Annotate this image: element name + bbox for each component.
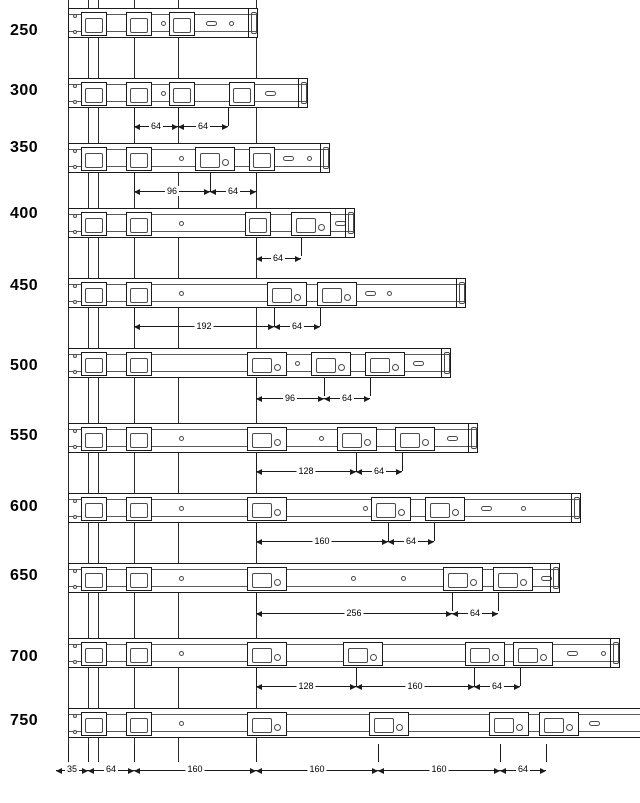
mounting-bracket <box>465 642 505 666</box>
dimension-segment <box>274 321 320 331</box>
hole <box>73 499 77 503</box>
dimension-value: 256 <box>346 608 362 618</box>
slot <box>567 651 578 656</box>
slot <box>447 436 458 441</box>
mounting-bracket <box>311 352 351 376</box>
size-label-500: 500 <box>10 357 39 374</box>
dimension-segment <box>134 321 274 331</box>
dimension-segment <box>474 681 520 691</box>
hole <box>73 585 77 589</box>
dimension-segment <box>134 121 178 131</box>
hole <box>73 100 77 104</box>
mounting-bracket <box>126 427 152 451</box>
hole <box>179 221 184 226</box>
hole <box>73 230 77 234</box>
mounting-bracket <box>81 82 107 106</box>
dimension-chain-650 <box>0 605 640 621</box>
slide-rail-750 <box>68 708 640 738</box>
mounting-bracket <box>126 352 152 376</box>
mounting-bracket <box>249 147 275 171</box>
mounting-bracket <box>247 352 287 376</box>
rail-end-cap <box>456 279 465 307</box>
slide-rail-350 <box>68 143 330 173</box>
rail-end-cap <box>441 349 450 377</box>
dimension-chain-550 <box>0 463 640 479</box>
dimension-chain-700 <box>0 678 640 694</box>
hole <box>73 569 77 573</box>
hole <box>73 149 77 153</box>
mounting-bracket <box>365 352 405 376</box>
size-label-450: 450 <box>10 277 39 294</box>
hole <box>307 156 312 161</box>
mounting-bracket <box>126 82 152 106</box>
dimension-value: 160 <box>187 764 203 774</box>
overall-dimension-chain <box>0 762 640 792</box>
mounting-bracket <box>126 12 152 36</box>
dimension-value: 160 <box>431 764 447 774</box>
dimension-segment <box>378 764 500 774</box>
mounting-bracket <box>489 712 529 736</box>
dimension-segment <box>210 186 256 196</box>
mounting-bracket <box>443 567 483 591</box>
mounting-bracket <box>81 712 107 736</box>
dimension-value: 64 <box>291 321 303 331</box>
hole <box>73 354 77 358</box>
dimension-value: 64 <box>491 681 503 691</box>
mounting-bracket <box>169 12 195 36</box>
dimension-value: 64 <box>405 536 417 546</box>
mounting-bracket <box>126 712 152 736</box>
size-label-750: 750 <box>10 712 39 729</box>
rail-end-cap <box>345 209 354 237</box>
extension-line <box>546 744 547 762</box>
mounting-bracket <box>493 567 533 591</box>
mounting-bracket <box>539 712 579 736</box>
rail-end-cap <box>468 424 477 452</box>
mounting-bracket <box>337 427 377 451</box>
dimension-chain-500 <box>0 390 640 406</box>
mounting-bracket <box>317 282 357 306</box>
hole <box>179 721 184 726</box>
hole <box>179 436 184 441</box>
dimension-value: 96 <box>284 393 296 403</box>
hole <box>179 651 184 656</box>
hole <box>73 445 77 449</box>
size-label-700: 700 <box>10 648 39 665</box>
hole <box>161 91 166 96</box>
hole <box>73 84 77 88</box>
slide-rail-550 <box>68 423 478 453</box>
mounting-bracket <box>267 282 307 306</box>
dimension-value: 128 <box>298 681 314 691</box>
hole <box>73 284 77 288</box>
dimension-value: 64 <box>272 253 284 263</box>
extension-line <box>68 744 69 762</box>
mounting-bracket <box>247 712 287 736</box>
dimension-value: 160 <box>407 681 423 691</box>
rail-end-cap <box>610 639 619 667</box>
mounting-bracket <box>369 712 409 736</box>
slot <box>589 721 600 726</box>
hole <box>401 576 406 581</box>
mounting-bracket <box>81 282 107 306</box>
dimension-segment <box>88 764 134 774</box>
rail-end-cap <box>298 79 307 107</box>
dimension-segment <box>134 764 256 774</box>
dimension-chain-450 <box>0 318 640 334</box>
hole <box>521 506 526 511</box>
mounting-bracket <box>513 642 553 666</box>
mounting-bracket <box>195 147 235 171</box>
mounting-bracket <box>247 427 287 451</box>
slide-rail-300 <box>68 78 308 108</box>
hole <box>319 436 324 441</box>
dimension-segment <box>256 393 324 403</box>
dimension-value: 192 <box>196 321 212 331</box>
dimension-chain-600 <box>0 533 640 549</box>
slide-rail-250 <box>68 8 258 38</box>
rail-end-cap <box>248 9 257 37</box>
slide-rail-500 <box>68 348 451 378</box>
slide-rail-700 <box>68 638 620 668</box>
mounting-bracket <box>126 497 152 521</box>
mounting-bracket <box>126 642 152 666</box>
dimension-value: 160 <box>309 764 325 774</box>
dimension-segment <box>256 253 301 263</box>
hole <box>295 361 300 366</box>
mounting-bracket <box>371 497 411 521</box>
mounting-bracket <box>81 352 107 376</box>
dimension-segment <box>356 681 474 691</box>
dimension-segment <box>256 764 378 774</box>
extension-line <box>378 744 379 762</box>
mounting-bracket <box>81 212 107 236</box>
mounting-bracket <box>343 642 383 666</box>
dimension-segment <box>500 764 546 774</box>
hole <box>387 291 392 296</box>
mounting-bracket <box>247 567 287 591</box>
size-label-300: 300 <box>10 82 39 99</box>
hole <box>73 30 77 34</box>
extension-line <box>134 744 135 762</box>
hole <box>73 429 77 433</box>
mounting-bracket <box>245 212 271 236</box>
hole <box>73 14 77 18</box>
mounting-bracket <box>81 567 107 591</box>
size-label-250: 250 <box>10 22 39 39</box>
slide-rail-450 <box>68 278 466 308</box>
size-label-600: 600 <box>10 498 39 515</box>
hole <box>73 165 77 169</box>
hole <box>229 21 234 26</box>
hole <box>73 644 77 648</box>
slide-rail-650 <box>68 563 560 593</box>
dimension-value: 64 <box>227 186 239 196</box>
slot <box>413 361 424 366</box>
mounting-bracket <box>126 282 152 306</box>
hole <box>73 214 77 218</box>
slot <box>265 91 276 96</box>
slot <box>365 291 376 296</box>
mounting-bracket <box>169 82 195 106</box>
mounting-bracket <box>247 642 287 666</box>
dimension-value: 64 <box>517 764 529 774</box>
hole <box>73 660 77 664</box>
dimension-segment <box>356 466 402 476</box>
extension-line <box>88 744 89 762</box>
dimension-segment <box>324 393 370 403</box>
mounting-bracket <box>247 497 287 521</box>
dimension-value: 64 <box>469 608 481 618</box>
dimension-value: 160 <box>314 536 330 546</box>
hole <box>179 156 184 161</box>
dimension-segment <box>256 681 356 691</box>
mounting-bracket <box>126 567 152 591</box>
hole <box>601 651 606 656</box>
slot <box>206 21 217 26</box>
hole <box>73 714 77 718</box>
rail-end-cap <box>550 564 559 592</box>
slot <box>283 156 294 161</box>
dimension-segment <box>256 466 356 476</box>
rail-end-cap <box>320 144 329 172</box>
dimension-segment <box>256 536 388 546</box>
dimension-value: 64 <box>105 764 117 774</box>
extension-line <box>500 744 501 762</box>
mounting-bracket <box>81 427 107 451</box>
mounting-bracket <box>81 642 107 666</box>
mounting-bracket <box>291 212 331 236</box>
mounting-bracket <box>229 82 255 106</box>
dimension-segment <box>452 608 498 618</box>
dimension-value: 64 <box>373 466 385 476</box>
mounting-bracket <box>425 497 465 521</box>
dimension-segment <box>256 608 452 618</box>
mounting-bracket <box>81 147 107 171</box>
hole <box>351 576 356 581</box>
mounting-bracket <box>126 147 152 171</box>
slot <box>481 506 492 511</box>
dimension-chain-300 <box>0 118 640 134</box>
hole <box>73 370 77 374</box>
mounting-bracket <box>126 212 152 236</box>
dimension-segment <box>56 764 88 774</box>
dimension-chain-400 <box>0 250 640 266</box>
hole <box>73 730 77 734</box>
mounting-bracket <box>81 12 107 36</box>
dimension-value: 64 <box>341 393 353 403</box>
dimension-segment <box>178 121 228 131</box>
size-label-400: 400 <box>10 205 39 222</box>
dimension-value: 96 <box>166 186 178 196</box>
dimension-value: 128 <box>298 466 314 476</box>
hole <box>161 21 166 26</box>
extension-line <box>256 744 257 762</box>
size-label-350: 350 <box>10 139 39 156</box>
dimension-segment <box>388 536 434 546</box>
rail-end-cap <box>571 494 580 522</box>
dimension-value: 64 <box>197 121 209 131</box>
dimension-segment <box>134 186 210 196</box>
mounting-bracket <box>81 497 107 521</box>
size-label-550: 550 <box>10 427 39 444</box>
hole <box>73 300 77 304</box>
dimension-value: 35 <box>66 764 78 774</box>
slide-rail-400 <box>68 208 355 238</box>
hole <box>363 506 368 511</box>
size-label-650: 650 <box>10 567 39 584</box>
hole <box>179 576 184 581</box>
hole <box>179 506 184 511</box>
dimension-chain-350 <box>0 183 640 199</box>
dimension-value: 64 <box>150 121 162 131</box>
hole <box>73 515 77 519</box>
slide-rail-600 <box>68 493 581 523</box>
hole <box>179 291 184 296</box>
mounting-bracket <box>395 427 435 451</box>
